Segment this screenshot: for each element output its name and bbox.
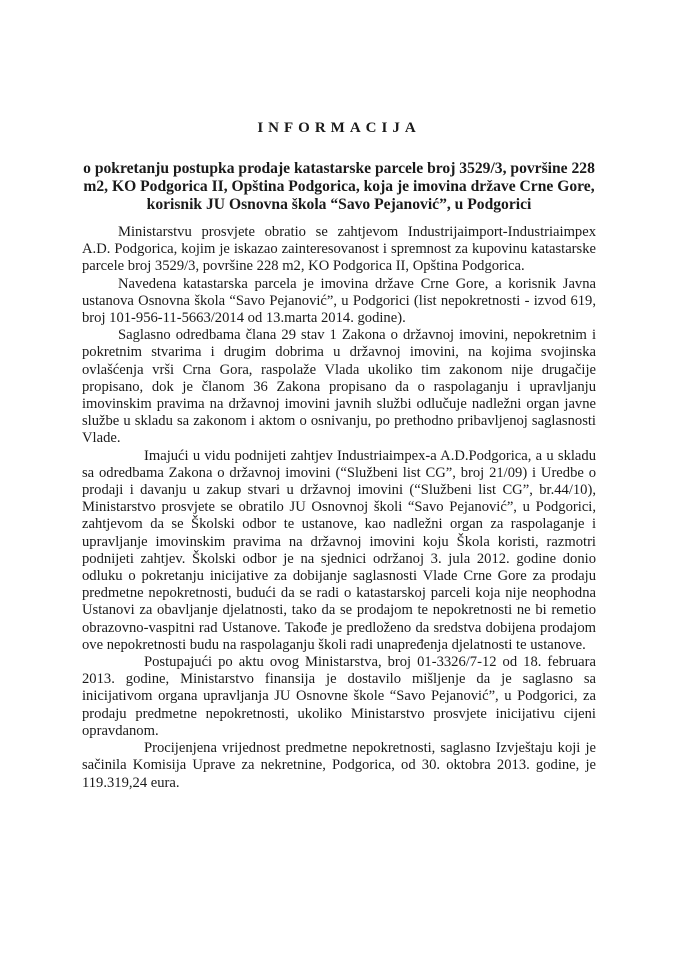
paragraph-parcel-ownership: Navedena katastarska parcela je imovina države Crne Gore, a korisnik Javna ustanova Osnovna škola “Savo Pejanović”, u Podgorici (list nepokretnosti - izvod 619, broj 101-956-11-5663/2014 od 13.marta 2014. godine). xyxy=(82,275,596,327)
document-title: INFORMACIJA xyxy=(257,120,421,136)
paragraph-school-board-decision: Imajući u vidu podnijeti zahtjev Industriaimpex-a A.D.Podgorica, a u skladu sa odredbama Zakona o državnoj imovini (“Službeni list CG”, broj 21/09) i Uredbe o prodaji i davanju u zakup stvari u državnoj imovini (“Službeni list CG”, br.44/10), Ministarstvo prosvjete se obratilo JU Osnovnoj školi “Savo Pejanović”, u Podgorici, zahtjevom da se Školski odbor te ustanove, kao nadležni organ za raspolaganje i upravljanje imovinskim pravima na državnoj imovini koju Škola koristi, razmotri podnijeti zahtjev. Školski odbor je na sjednici održanoj 3. jula 2012. godine donio odluku o pokretanju inicijative za dobijanje saglasnosti Vlade Crne Gore za prodaju predmetne nepokretnosti, budući da se radi o katastarskoj parceli koja nije neophodna Ustanovi za obavljanje djelatnosti, tako da se prodajom te nepokretnosti ne bi remetio obrazovno-vaspitni rad Ustanove. Takođe je predloženo da sredstva dobijena prodajom ove nepokretnosti budu na raspolaganju školi radi unapređenja djelatnosti te ustanove. xyxy=(82,447,596,653)
paragraph-finance-ministry-opinion: Postupajući po aktu ovog Ministarstva, broj 01-3326/7-12 od 18. februara 2013. godine, Ministarstvo finansija je dostavilo mišljenje da je saglasno sa inicijativom organa upravljanja JU Osnovne škole “Savo Pejanović”, u Podgorici, za prodaju predmetne nepokretnosti, ukoliko Ministarstvo prosvjete inicijativu cijeni opravdanom. xyxy=(82,654,596,739)
paragraph-estimated-value: Procijenjena vrijednost predmetne nepokretnosti, saglasno Izvještaju koji je sačinila Komisija Uprave za nekretnine, Podgorica, od 30. oktobra 2013. godine, je 119.319,24 eura. xyxy=(82,740,596,791)
paragraph-request: Ministarstvu prosvjete obratio se zahtjevom Industrijaimport-Industriaimpex A.D. Podgorica, kojim je iskazao zainteresovanost i spremnost za kupovinu katastarske parcele broj 3529/3, površine 228 m2, KO Podgorica II, Opština Podgorica. xyxy=(82,224,596,275)
paragraph-legal-basis: Saglasno odredbama člana 29 stav 1 Zakona o državnoj imovini, nepokretnim i pokretnim stvarima i drugim dobrima u državnoj imovini, na kojima svojinska ovlašćenja vrši Crna Gora, raspolaže Vlada ukoliko tim zakonom nije drugačije propisano, dok je članom 36 Zakona propisano da o raspolaganju i upravljanju imovinskim pravima na državnoj imovini javnih službi odlučuje nadležni organ javne službe u skladu sa zakonom i aktom o osnivanju, po prethodno pribavljenoj saglasnosti Vlade. xyxy=(82,327,596,447)
document-body xyxy=(82,224,596,792)
document-subtitle: o pokretanju postupka prodaje katastarske parcele broj 3529/3, površine 228 m2, KO Podgorica II, Opština Podgorica, koja je imovina države Crne Gore, korisnik JU Osnovna škola “Savo Pejanović”, u Podgorici xyxy=(83,160,595,213)
